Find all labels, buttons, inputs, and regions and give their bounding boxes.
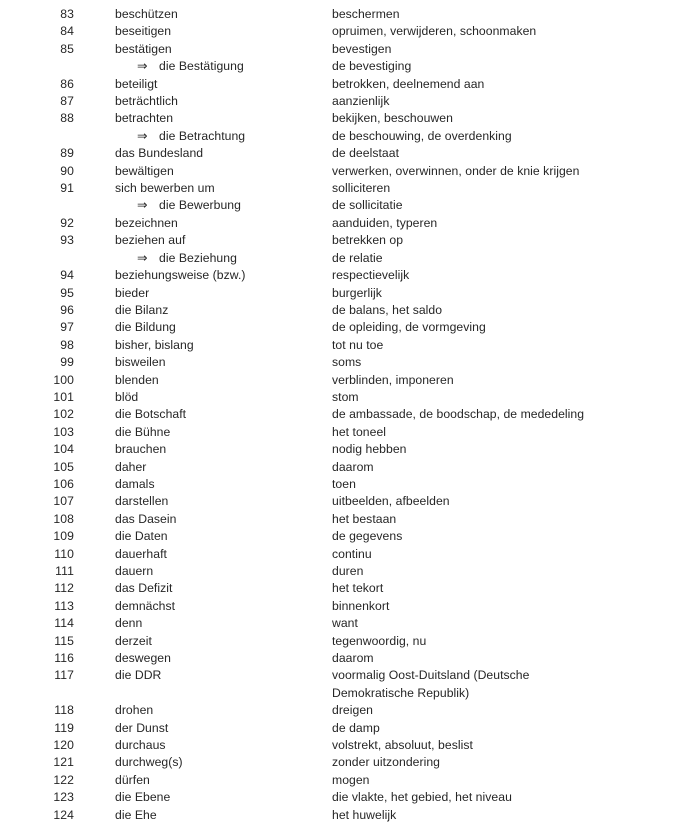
- vocabulary-entry: [0, 319, 686, 336]
- dutch-translation: de bevestiging: [332, 59, 412, 74]
- dutch-translation: het bestaan: [332, 511, 397, 526]
- german-term: blöd: [115, 389, 139, 404]
- dutch-translation: uitbeelden, afbeelden: [332, 494, 450, 509]
- dutch-translation: aanzienlijk: [332, 94, 390, 109]
- german-term: dauerhaft: [115, 546, 167, 561]
- vocabulary-entry: [0, 563, 686, 580]
- vocabulary-entry: [0, 633, 686, 650]
- vocabulary-entry: [0, 145, 686, 162]
- dutch-translation: volstrekt, absoluut, beslist: [332, 738, 473, 753]
- dutch-translation: de balans, het saldo: [332, 302, 443, 317]
- vocabulary-entry: [0, 215, 686, 232]
- german-term: durchaus: [115, 738, 166, 753]
- german-term-label: die Betrachtung: [159, 128, 246, 143]
- vocabulary-entry: [0, 76, 686, 93]
- double-right-arrow-icon: ⇒: [137, 128, 148, 143]
- german-term: die Bilanz: [115, 302, 169, 317]
- dutch-translation: de damp: [332, 720, 380, 735]
- double-right-arrow-icon: ⇒: [137, 59, 148, 74]
- vocabulary-entry: [0, 546, 686, 563]
- vocabulary-entry: [0, 389, 686, 406]
- dutch-translation: verblinden, imponeren: [332, 372, 454, 387]
- entry-number: 123: [53, 790, 74, 805]
- vocabulary-entry: [0, 720, 686, 737]
- dutch-translation: zonder uitzondering: [332, 755, 441, 770]
- dutch-translation: de deelstaat: [332, 146, 400, 161]
- entry-number: 118: [54, 703, 74, 718]
- german-term: blenden: [115, 372, 159, 387]
- vocabulary-entry: [0, 424, 686, 441]
- vocabulary-list: [0, 6, 686, 824]
- entry-number: 124: [53, 807, 74, 822]
- entry-number: 90: [60, 163, 74, 178]
- dutch-translation: dreigen: [332, 703, 374, 718]
- german-term: denn: [115, 616, 143, 631]
- vocabulary-sub-entry: [0, 58, 686, 75]
- vocabulary-entry: [0, 354, 686, 371]
- entry-number: 84: [60, 24, 74, 39]
- german-term: beteiligt: [115, 76, 158, 91]
- german-term: demnächst: [115, 598, 176, 613]
- vocabulary-entry: [0, 41, 686, 58]
- entry-number: 98: [60, 337, 74, 352]
- german-term: das Dasein: [115, 511, 177, 526]
- entry-number: 111: [55, 564, 74, 578]
- vocabulary-entry: [0, 110, 686, 127]
- entry-number: 92: [60, 215, 74, 230]
- german-term: die Daten: [115, 529, 168, 544]
- vocabulary-entry: [0, 232, 686, 249]
- entry-number: 113: [54, 598, 74, 613]
- german-term: derzeit: [115, 633, 152, 648]
- dutch-translation: soms: [332, 355, 362, 370]
- vocabulary-entry: [0, 93, 686, 110]
- german-term: die DDR: [115, 668, 162, 683]
- vocabulary-entry: [0, 650, 686, 667]
- vocabulary-entry: [0, 528, 686, 545]
- german-term: die Bühne: [115, 424, 171, 439]
- german-term: sich bewerben um: [115, 181, 215, 196]
- dutch-translation: continu: [332, 546, 372, 561]
- german-term: die Botschaft: [115, 407, 187, 422]
- vocabulary-entry: [0, 180, 686, 197]
- dutch-translation: Demokratische Republik): [332, 685, 470, 700]
- dutch-translation: toen: [332, 476, 356, 491]
- dutch-translation: aanduiden, typeren: [332, 215, 438, 230]
- german-term: dürfen: [115, 772, 150, 787]
- entry-number: 115: [54, 633, 74, 648]
- vocabulary-entry: [0, 285, 686, 302]
- entry-number: 87: [60, 94, 74, 109]
- double-right-arrow-icon: ⇒: [137, 250, 148, 265]
- german-term-label: die Beziehung: [159, 250, 237, 265]
- german-term: das Defizit: [115, 581, 173, 596]
- german-term: die Ebene: [115, 790, 171, 805]
- entry-number: 97: [60, 320, 74, 335]
- vocabulary-sub-entry: [0, 197, 686, 214]
- vocabulary-entry: [0, 267, 686, 284]
- german-term-label: die Bewerbung: [159, 198, 241, 213]
- german-term: deswegen: [115, 651, 171, 666]
- german-term: beschützen: [115, 7, 178, 21]
- german-term: dauern: [115, 564, 154, 578]
- dutch-translation: burgerlijk: [332, 285, 382, 300]
- vocabulary-entry: [0, 580, 686, 597]
- entry-number: 107: [53, 494, 74, 509]
- vocabulary-entry: [0, 754, 686, 771]
- vocabulary-entry: [0, 6, 686, 23]
- dutch-translation: mogen: [332, 772, 370, 787]
- dutch-translation: het huwelijk: [332, 807, 397, 822]
- dutch-translation: duren: [332, 564, 364, 578]
- entry-number: 116: [54, 651, 74, 666]
- entry-number: 89: [60, 146, 74, 161]
- dutch-translation: verwerken, overwinnen, onder de knie krijgen: [332, 163, 580, 178]
- dutch-translation: de opleiding, de vormgeving: [332, 320, 486, 335]
- german-term: [137, 250, 237, 267]
- entry-number: 91: [60, 181, 74, 196]
- dutch-translation: de beschouwing, de overdenking: [332, 128, 512, 143]
- vocabulary-entry: [0, 406, 686, 423]
- dutch-translation: de gegevens: [332, 529, 403, 544]
- entry-number: 114: [54, 616, 74, 631]
- dutch-translation: want: [332, 616, 358, 631]
- vocabulary-entry: [0, 737, 686, 754]
- german-term: bisweilen: [115, 355, 166, 370]
- german-term: bisher, bislang: [115, 337, 194, 352]
- vocabulary-entry: [0, 493, 686, 510]
- entry-number: 110: [54, 546, 74, 561]
- entry-number: 102: [53, 407, 74, 422]
- entry-number: 108: [53, 511, 74, 526]
- entry-number: 99: [60, 355, 74, 370]
- vocabulary-entry: [0, 789, 686, 806]
- entry-number: 121: [53, 755, 74, 770]
- entry-number: 122: [53, 772, 74, 787]
- dutch-translation: daarom: [332, 459, 374, 474]
- dutch-translation: nodig hebben: [332, 442, 407, 457]
- german-term: die Ehe: [115, 807, 157, 822]
- entry-number: 85: [60, 41, 74, 56]
- german-term: betrachten: [115, 111, 174, 126]
- german-term: daher: [115, 459, 147, 474]
- german-term: bewältigen: [115, 163, 174, 178]
- german-term: drohen: [115, 703, 154, 718]
- vocabulary-entry: [0, 441, 686, 458]
- entry-number: 86: [60, 76, 74, 91]
- dutch-translation: opruimen, verwijderen, schoonmaken: [332, 24, 537, 39]
- dutch-translation: die vlakte, het gebied, het niveau: [332, 790, 512, 805]
- entry-number: 95: [60, 285, 74, 300]
- german-term: [137, 128, 245, 145]
- german-term-label: die Bestätigung: [159, 59, 244, 74]
- dutch-translation: de relatie: [332, 250, 383, 265]
- vocabulary-entry: [0, 615, 686, 632]
- german-term: die Bildung: [115, 320, 176, 335]
- dutch-translation: de ambassade, de boodschap, de mededeling: [332, 407, 585, 422]
- entry-number: 119: [54, 720, 74, 735]
- german-term: [137, 197, 241, 214]
- german-term: beträchtlich: [115, 94, 178, 109]
- german-term: beziehungsweise (bzw.): [115, 268, 246, 283]
- vocabulary-entry: [0, 163, 686, 180]
- vocabulary-entry: [0, 337, 686, 354]
- dutch-translation: respectievelijk: [332, 268, 410, 283]
- dutch-translation: bevestigen: [332, 41, 392, 56]
- vocabulary-continuation-line: [0, 685, 686, 702]
- german-term: bestätigen: [115, 41, 172, 56]
- entry-number: 88: [60, 111, 74, 126]
- double-right-arrow-icon: ⇒: [137, 198, 148, 213]
- entry-number: 105: [53, 459, 74, 474]
- vocabulary-entry: [0, 459, 686, 476]
- vocabulary-entry: [0, 302, 686, 319]
- dutch-translation: het tekort: [332, 581, 384, 596]
- entry-number: 101: [53, 389, 74, 404]
- dutch-translation: betrekken op: [332, 233, 404, 248]
- german-term: brauchen: [115, 442, 167, 457]
- german-term: durchweg(s): [115, 755, 183, 770]
- vocabulary-entry: [0, 511, 686, 528]
- entry-number: 94: [60, 268, 74, 283]
- entry-number: 109: [53, 529, 74, 544]
- entry-number: 100: [53, 372, 74, 387]
- entry-number: 93: [60, 233, 74, 248]
- entry-number: 103: [53, 424, 74, 439]
- german-term: bieder: [115, 285, 150, 300]
- vocabulary-entry: [0, 772, 686, 789]
- entry-number: 104: [53, 442, 74, 457]
- dutch-translation: de sollicitatie: [332, 198, 403, 213]
- dutch-translation: stom: [332, 389, 359, 404]
- vocabulary-entry: [0, 598, 686, 615]
- dutch-translation: het toneel: [332, 424, 387, 439]
- german-term: beziehen auf: [115, 233, 186, 248]
- german-term: das Bundesland: [115, 146, 204, 161]
- vocabulary-sub-entry: [0, 250, 686, 267]
- german-term: bezeichnen: [115, 215, 178, 230]
- dutch-translation: bekijken, beschouwen: [332, 111, 453, 126]
- dutch-translation: tegenwoordig, nu: [332, 633, 427, 648]
- vocabulary-sub-entry: [0, 128, 686, 145]
- dutch-translation: voormalig Oost-Duitsland (Deutsche: [332, 668, 530, 683]
- vocabulary-entry: [0, 702, 686, 719]
- dutch-translation: beschermen: [332, 7, 400, 21]
- dutch-translation: binnenkort: [332, 598, 390, 613]
- vocabulary-entry: [0, 807, 686, 824]
- entry-number: 96: [60, 302, 74, 317]
- vocabulary-entry: [0, 476, 686, 493]
- vocabulary-entry: [0, 23, 686, 40]
- german-term: darstellen: [115, 494, 169, 509]
- dutch-translation: daarom: [332, 651, 374, 666]
- dutch-translation: betrokken, deelnemend aan: [332, 76, 485, 91]
- entry-number: 83: [60, 7, 74, 21]
- german-term: beseitigen: [115, 24, 172, 39]
- german-term: [137, 58, 244, 75]
- entry-number: 117: [54, 668, 74, 683]
- entry-number: 112: [54, 581, 74, 596]
- dutch-translation: tot nu toe: [332, 337, 384, 352]
- vocabulary-entry: [0, 372, 686, 389]
- german-term: der Dunst: [115, 720, 169, 735]
- german-term: damals: [115, 476, 155, 491]
- entry-number: 106: [53, 476, 74, 491]
- entry-number: 120: [53, 738, 74, 753]
- dutch-translation: solliciteren: [332, 181, 391, 196]
- vocabulary-entry: [0, 667, 686, 684]
